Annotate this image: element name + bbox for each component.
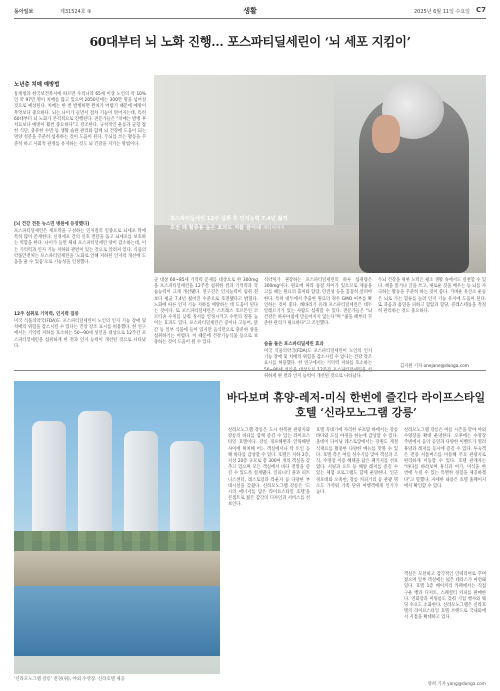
article1-photo-credit: 게티이미지 (262, 226, 285, 231)
article1-col1c-text: 미국 식품의약국(FDA)도 포스파티딜세린이 노인의 인지 기능 장애 및 치매의 위험을 감소시킬 수 있다는 건강 강조 표시를 허용했다. 한 연구에서는 기억력 저하를 호소하는 50~90세 성인을 대상으로 12주간 포스파티딜세린을 섭취하게 한 결과 인지 능력이 개선된 것으로 나타났다. (14, 319, 146, 349)
article1-bracket-heading-3: 숨을 돌은 포스파티딜세린 효과 (264, 342, 324, 347)
article1-caption-text: 포스파티딜세린 12주 섭취 후 인지능력 7.4년 젊게 호전 돼 혈중용 높은 효과도 저를 끌어내 (170, 216, 288, 231)
article2-col4-text: 객실은 모던하고 감각적인 인테리어로 꾸며졌으며 일부 객실에는 넓은 테라스가 마련돼 있다. 호텔 1층 베이커리 카페에서는 직접 구운 빵과 디저트, 스페셜티 커피를 판매한다. 연회장과 미팅룸도 갖춰 기업 행사와 웨딩 수요도 소화한다. 신라모노그램은 신라호텔의 라이프스타일 호텔 브랜드로 국내외에서 지점을 확대하고 있다. (404, 572, 486, 621)
publication-date: 2025년 6월 11일 수요일 (413, 9, 470, 15)
article1-headline: 60대부터 뇌 노화 진행… 포스파티딜세린이 ‘뇌 세포 지킴이’ (89, 34, 411, 49)
article1-col3-text: 식약처가 권장하는 포스파티딜세린의 하루 섭취량은 300mg이다. 원료에 따라 품질 차이가 있으므로 제품을 고를 때는 원료의 출처와 함량, 안전성 등을 꼼꼼히 살펴야 한다. 특히 대두에서 추출한 원료의 경우 GMO 여부를 확인하는 것이 좋다. 해바라기 유래 포스파티딜세린은 대두 알레르기가 있는 사람도 섭취할 수 있다. 전문가들은 "뇌 건강은 하루아침에 만들어지지 않는다"며 "젊을 때부터 꾸준한 관리가 필요하다"고 조언했다. (264, 278, 372, 327)
article2-hotel-photo (14, 381, 220, 674)
section-divider (14, 370, 486, 371)
article1-photo (154, 75, 486, 273)
article1-col2-text: 군 대상 60~85세 기억력 문제를 대상으로 한 300mg을 포스파티딜세린을 12주간 섭취한 결과 기억력과 학습능력이 크게 개선됐다. 연구진은 인지능력이 섭취 전보다 평균 7.4년 젊어진 수준으로 호전됐다고 밝혔다. 노화에 따른 인지 기능 저하를 예방하는 데 도움이 된다는 것이다. 또 포스파티딜세린은 스트레스 호르몬인 코르티솔 수치를 낮춰 정서를 안정시키고 수면의 질을 높이는 효과도 있다. 포스파티딜세린은 콩이나 고등어, 닭 간 등 일부 식품에 들어 있지만 음식만으로 충분한 양을 섭취하기는 어렵다. 이 때문에 건강기능식품 등으로 보충하는 것이 도움이 될 수 있다. (154, 278, 258, 346)
article1-col1b-text: 포스파티딜세린은 세포막을 구성하는 인지질의 일종으로 뇌세포 막에 특히 많이 존재한다. 신경세포 간의 신호 전달을 돕고 뇌세포를 보호하는 역할을 한다. 나이가 들면 체내 포스파티딜세린 양이 감소하는데, 이는 기억력과 인지 기능 저하와 관련이 있는 것으로 알려져 있다. 식품의약품안전처는 포스파티딜세린을 '노화로 인해 저하된 인지력 개선에 도움을 줄 수 있음'으로 기능성을 인정했다. (14, 229, 146, 266)
article1-bracket-heading: [뇌 건강 전문 뉴스민 병원에 등장했다] (14, 222, 90, 227)
issue-number: 제31524호 ⑨ (60, 9, 92, 15)
masthead (14, 6, 486, 18)
article1-col3b-text: 미국 식품의약국(FDA)도 포스파티딜세린이 노인의 인지 기능 장애 및 치매의 위험을 감소시킬 수 있다는 건강 강조 표시를 허용했다. 한 연구에서는 기억력 저하를 호소하는 취하게 한 결과 인지 능력이 개선된 것으로 나타났다. (264, 349, 372, 379)
article1-col4-text: 두뇌 건강을 위한 노력은 평소 생활 속에서도 실천할 수 있다. 책을 읽거나 글을 쓰고, 새로운 것을 배우는 등 뇌를 자극하는 활동을 꾸준히 하는 것이 좋다. 가벼운 유산소 운동은 뇌로 가는 혈류를 늘려 인지 기능 유지에 도움이 된다. 또 과음과 흡연을 피하고 혈압과 혈당, 콜레스테롤을 적절히 관리하는 것도 중요하다. (378, 278, 486, 315)
article1-subhead: 노년층 치매 예방법 (14, 82, 60, 88)
article1-col1-text: 통계청과 한국보건복지에 따르면 우리나라 65세 이상 노인의 약 10%인 약 97만 명이 치매를 앓고 있으며 2050년에는 300만 명을 넘어설 것으로 예상된다. 치매는 한 번 발병하면 완치가 어렵기 때문에 예방이 무엇보다 중요하다. 뇌는 나이가 들면서 점차 기능이 떨어지는데, 특히 60대부터 뇌 노화가 본격적으로 진행된다. 전문가들은 "치매는 발병 후 치료보다 예방이 훨씬 중요하다"고 강조한다. 규칙적인 운동과 균형 잡힌 식단, 충분한 수면 등 생활 습관 관리와 함께 뇌 건강에 도움이 되는 영양 성분을 꾸준히 섭취하는 것이 도움이 된다. 두뇌를 쓰는 활동을 꾸준히 하고 사회적 관계를 유지하는 것도 뇌 건강을 지키는 방법이다. (14, 92, 146, 147)
masthead-rule (14, 18, 486, 19)
page-number: C7 (475, 6, 486, 14)
article1-photo-caption (170, 215, 290, 233)
article1-byline: 김지원 기자 onejane@donga.com (400, 364, 469, 369)
section-title: 생활 (243, 7, 257, 15)
article1-bracket-heading-2: 12주 섭취로 기억력, 인지력 집중 (14, 312, 79, 317)
article2-photo-caption: ‘신라모노그램 강릉’ 전경(위), 야외 수영장. 신라호텔 제공 (14, 677, 125, 682)
newspaper-brand: 동아일보 (14, 9, 34, 15)
article2-byline: 양희 기자 yang@donga.com (427, 682, 486, 687)
article2-headline: 바다보며 휴양-레저-미식 한번에 즐긴다 라이프스타일 호텔 ‘신라모노그램 강릉’ (226, 391, 486, 419)
article2-col2-text: 호텔 꼭대기에 자리한 루프탑 바에서는 강릉 바다와 도심 야경을 한눈에 감상할 수 있다. 올데이 다이닝 레스토랑에서는 강원도 제철 식재료를 활용한 다양한 메뉴를 맛볼 수 있다. 호텔 측은 여름 성수기를 맞아 객실과 조식, 수영장 이용 혜택을 담은 패키지를 선보였다. 서핑과 요트 등 해양 레저를 즐길 수 있는 체험 프로그램도 함께 운영한다. 인근 경포대와 오죽헌, 강릉 커피거리 등 관광 명소도 가까워 가족 단위 여행객에게 인기가 높다. (316, 428, 398, 496)
article2-col3-text: 신라모노그램 강릉은 여름 시즌을 맞아 야외 수영장을 확대 운영한다. 오후에는 수영장 주변에서 음악 공연과 다양한 이벤트가 열려 휴양과 레저를 동시에 즐길 수 있다. 투숙객은 전용 셔틀버스를 이용해 주요 관광지로 편리하게 이동할 수 있다. 호텔 관계자는 "바다를 바라보며 휴식과 여가, 미식을 한 번에 누릴 수 있는 특별한 경험을 제공하겠다"고 말했다. 자세한 내용은 호텔 홈페이지에서 확인할 수 있다. (404, 428, 486, 489)
article2-col1-text: 신라모노그램 강릉은 도시 한복판 관광지와 강릉의 바다를 함께 즐길 수 있는 라이프스타일 호텔이다. 강릉 경포해변과 안목해변 사이에 위치해 어느 객실에서나 탁 트인 동해 바다를 감상할 수 있다. 호텔은 지하 2층, 지상 20층 규모로 총 300여 개의 객실을 갖추고 있으며 모든 객실에서 바다 전망을 즐길 수 있도록 설계됐다. 인피니티 풀과 피트니스센터, 레스토랑과 라운지 등 다양한 부대시설을 갖췄다. 신라모노그램 강릉은 '도시의 에너지를 담은 라이프스타일 호텔'을 콘셉트로 젊은 감각의 디자인과 서비스를 선보인다. (228, 428, 310, 508)
